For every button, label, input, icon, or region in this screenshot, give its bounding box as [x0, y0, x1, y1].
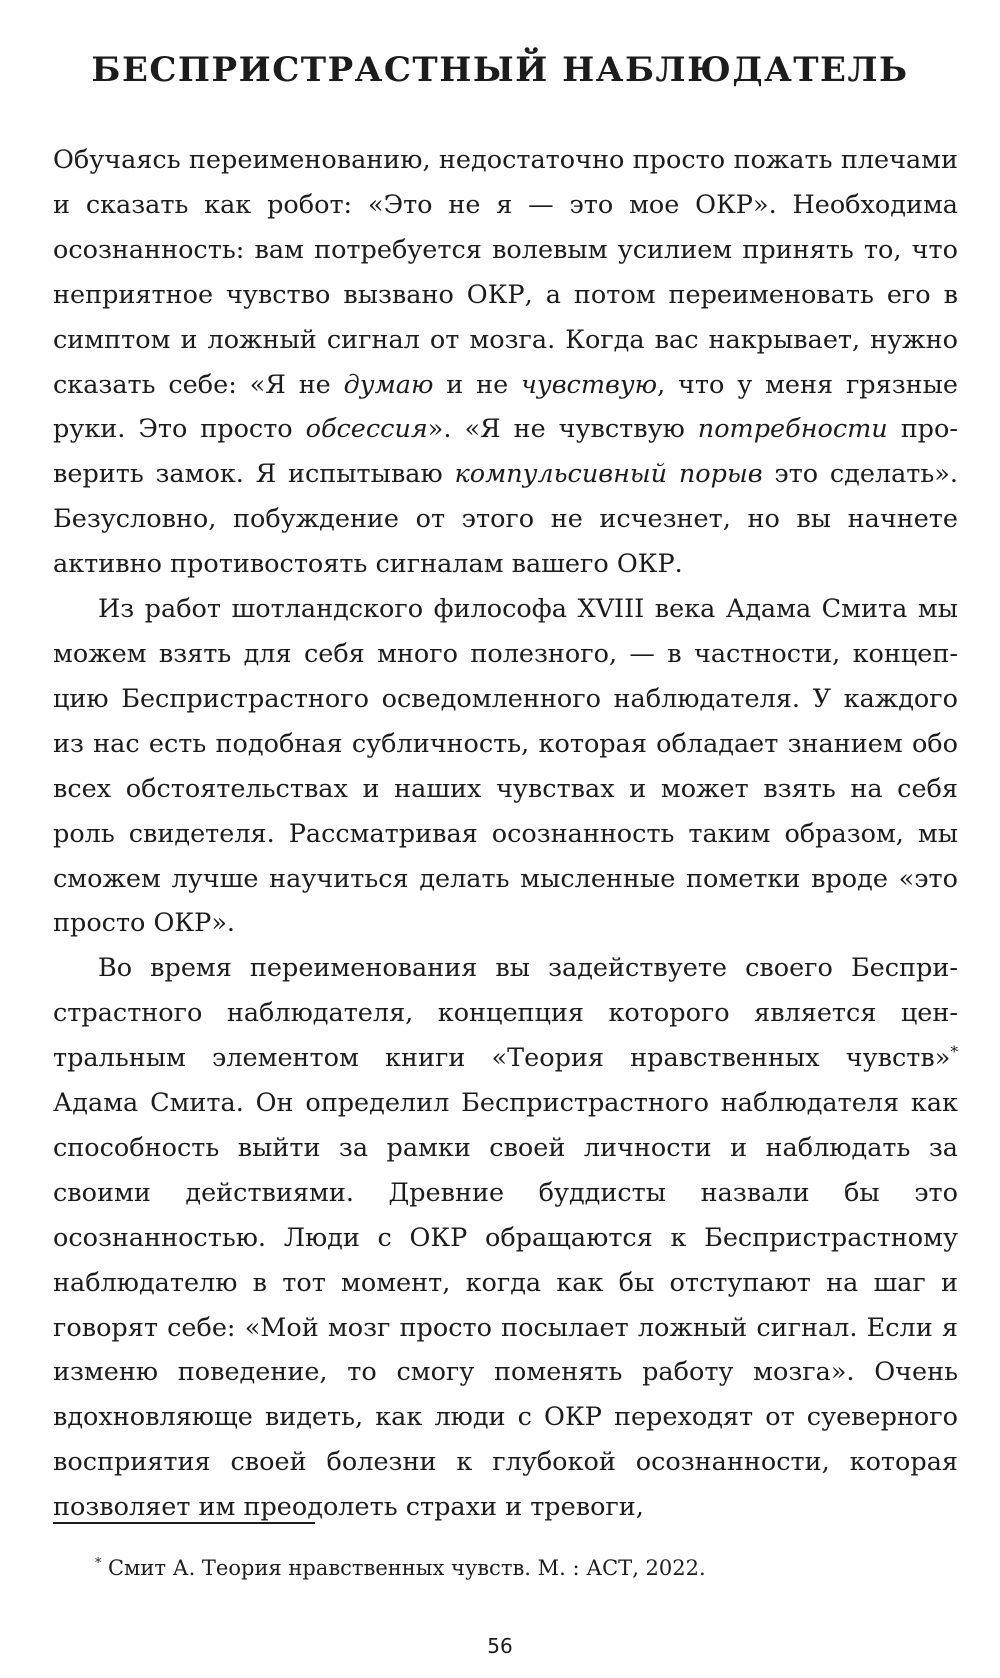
text-run: Обучаясь переименованию, недостаточно просто пожать плечами и сказать как робот: «Это не я — это мое ОКР». Необходима осознанность: вам потребуется волевым усилием принять то, что неприятное чувство вызвано ОКР, а потом переименовать его в симптом и ложный сигнал от мозга. Когда вас накрывает, нужно сказать себе: «Я не [53, 145, 958, 400]
text-run: проверить замок. Я испытываю [53, 414, 958, 490]
footnote [95, 1553, 706, 1583]
paragraph-1 [53, 138, 958, 587]
footnote-text: Смит А. Теория нравственных чувств. М. : АСТ, 2022. [101, 1556, 706, 1580]
text-run: Во время переименования вы задействуете своего Беспристрастного наблюдателя, концепция которого является центральным элементом книги «Теория нравственных чувств» [53, 953, 958, 1074]
paragraph-2: Из работ шотландского философа XVIII века Адама Смита мы можем взять для себя много полезного, — в частности, концепцию Беспристрастного осведомленного наблюдателя. У каждого из нас есть подобная субличность, которая обладает знанием обо всех обстоятельствах и наших чувствах и может взять на себя роль свидетеля. Рассматривая осознанность таким образом, мы сможем лучше научиться делать мысленные пометки вроде «это просто ОКР». [53, 594, 958, 939]
text-run: ». «Я не чувствую [427, 414, 698, 445]
text-run: , что у меня грязные руки. Это просто [53, 369, 959, 445]
emphasis: чувствую [521, 369, 658, 400]
page-number: 56 [487, 1634, 513, 1658]
footnote-marker: * [95, 1555, 102, 1570]
emphasis: потребности [697, 414, 888, 445]
footnote-marker: * [950, 1042, 958, 1061]
emphasis: думаю [343, 369, 434, 400]
emphasis: компульсивный порыв [454, 459, 763, 490]
text-run: это сделать». Безусловно, побуждение от этого не исчезнет, но вы начнете активно противостоять сигналам вашего ОКР. [53, 459, 959, 580]
text-run: и не [433, 369, 522, 400]
paragraph-3 [53, 946, 958, 1530]
body-text [53, 138, 958, 1530]
emphasis: обсессия [305, 414, 428, 445]
footnote-divider [53, 1522, 315, 1524]
text-run: Адама Смита. Он определил Беспристрастного наблюдателя как способность выйти за рамки своей личности и наблюдать за своими действиями. Древние буддисты назвали бы это осознанностью. Люди с ОКР обращаются к Беспристрастному наблюдателю в тот момент, когда как бы отступают на шаг и говорят себе: «Мой мозг просто посылает ложный сигнал. Если я изменю поведение, то смогу поменять работу мозга». Очень вдохновляюще видеть, как люди с ОКР переходят от суеверного восприятия своей болезни к глубокой осознанности, которая позволяет им преодолеть страхи и тревоги, [53, 1088, 958, 1523]
page-heading: БЕСПРИСТРАСТНЫЙ НАБЛЮДАТЕЛЬ [91, 50, 909, 90]
